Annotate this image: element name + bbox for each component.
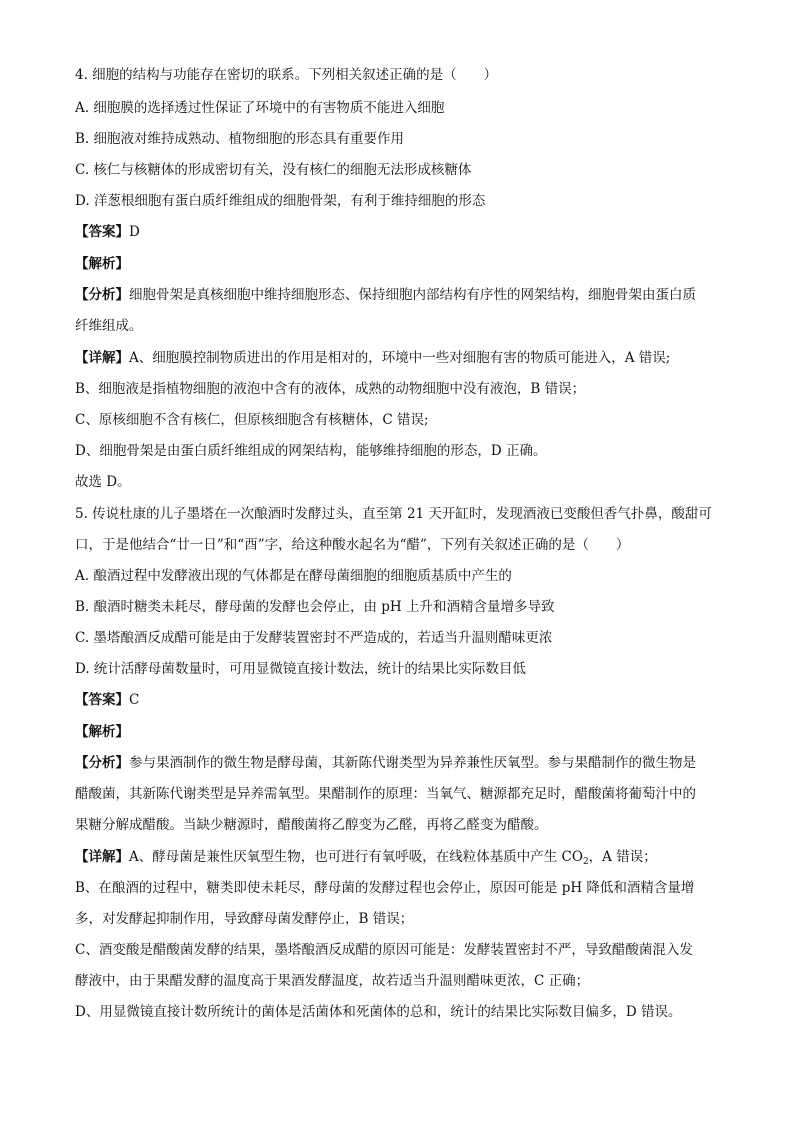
q5-xiangjie-line-6: D、用显微镜直接计数所统计的菌体是活菌体和死菌体的总和，统计的结果比实际数目偏多，D 错误。	[75, 1004, 682, 1020]
q5-answer-label: 【答案】	[75, 692, 129, 708]
q5-fenxi-text-1: 参与果酒制作的微生物是酵母菌，其新陈代谢类型为异养兼性厌氧型。参与果醋制作的微生物是	[129, 755, 696, 771]
q4-fenxi-line-2: 纤维组成。	[75, 318, 143, 334]
q4-fenxi-line-1	[75, 284, 730, 306]
q4-option-d: D. 洋葱根细胞有蛋白质纤维组成的细胞骨架，有利于维持细胞的形态	[75, 193, 486, 209]
q5-xiangjie-line-2: B、在酿酒的过程中，糖类即使未耗尽，酵母菌的发酵过程也会停止，原因可能是 pH 降低和酒精含量增	[75, 880, 695, 896]
q4-answer-label: 【答案】	[75, 224, 129, 240]
q5-analysis-label: 【解析】	[75, 724, 129, 740]
q5-option-d: D. 统计活酵母菌数量时，可用显微镜直接计数法，统计的结果比实际数目低	[75, 661, 526, 677]
q4-option-c: C. 核仁与核糖体的形成密切有关，没有核仁的细胞无法形成核糖体	[75, 162, 472, 178]
q4-option-b: B. 细胞液对维持成熟动、植物细胞的形态具有重要作用	[75, 131, 405, 147]
q4-fenxi-text-1: 细胞骨架是真核细胞中维持细胞形态、保持细胞内部结构有序性的网架结构，细胞骨架由蛋白质	[129, 287, 696, 303]
q4-answer-value: D	[129, 224, 140, 240]
q5-fenxi-line-3: 果糖分解成醋酸。当缺少糖源时，醋酸菌将乙醇变为乙醛，再将乙醛变为醋酸。	[75, 817, 548, 833]
q5-xiangjie-line-1	[75, 846, 730, 868]
q5-xiangjie-label: 【详解】	[75, 849, 129, 865]
q4-xiangjie-line-3: C、原核细胞不含有核仁，但原核细胞含有核糖体，C 错误;	[75, 412, 429, 428]
q5-stem-line-1: 5. 传说杜康的儿子墨塔在一次酿酒时发酵过头，直至第 21 天开缸时，发现酒液已变酸但香气扑鼻，酸甜可	[75, 506, 712, 522]
q5-fenxi-line-2: 醋酸菌，其新陈代谢类型是异养需氧型。果醋制作的原理：当氧气、糖源都充足时，醋酸菌将葡萄汁中的	[75, 786, 696, 802]
q4-analysis-label: 【解析】	[75, 256, 129, 272]
q5-option-a: A. 酿酒过程中发酵液出现的气体都是在酵母菌细胞的细胞质基质中产生的	[75, 568, 512, 584]
q4-xiangjie-label: 【详解】	[75, 350, 129, 366]
q5-stem-line-2: 口，于是他结合“廿一日”和“酉”字，给这种酸水起名为“醋”，下列有关叙述正确的是（ ）	[75, 537, 630, 553]
q4-stem: 4. 细胞的结构与功能存在密切的联系。下列相关叙述正确的是（ ）	[75, 67, 498, 83]
q4-fenxi-label: 【分析】	[75, 287, 129, 303]
q5-xiangjie-line-5: 酵液中，由于果醋发酵的温度高于果酒发酵温度，故若适当升温则醋味更浓，C 正确；	[75, 973, 590, 989]
q5-answer-value: C	[129, 692, 140, 708]
q4-xiangjie-line-4: D、细胞骨架是由蛋白质纤维组成的网架结构，能够维持细胞的形态，D 正确。	[75, 443, 547, 459]
q4-xiangjie-text-1: A、细胞膜控制物质进出的作用是相对的，环境中一些对细胞有害的物质可能进入，A 错误;	[129, 350, 671, 366]
q4-xiangjie-line-1	[75, 347, 730, 369]
q5-co2-subscript: 2	[582, 857, 589, 867]
q4-conclusion: 故选 D。	[75, 474, 131, 490]
q5-xiangjie-text-1a: A、酵母菌是兼性厌氧型生物，也可进行有氧呼吸，在线粒体基质中产生 CO	[129, 849, 583, 865]
q5-option-c: C. 墨塔酿酒反成醋可能是由于发酵装置密封不严造成的，若适当升温则醋味更浓	[75, 630, 553, 646]
q5-xiangjie-line-4: C、酒变酸是醋酸菌发酵的结果，墨塔酿酒反成醋的原因可能是：发酵装置密封不严，导致醋酸菌混入发	[75, 942, 693, 958]
q5-option-b: B. 酿酒时糖类未耗尽，酵母菌的发酵也会停止，由 pH 上升和酒精含量增多导致	[75, 599, 555, 615]
q4-answer	[75, 221, 730, 243]
q5-answer	[75, 689, 730, 711]
q4-option-a: A. 细胞膜的选择透过性保证了环境中的有害物质不能进入细胞	[75, 100, 445, 116]
q4-xiangjie-line-2: B、细胞液是指植物细胞的液泡中含有的液体，成熟的动物细胞中没有液泡，B 错误；	[75, 381, 586, 397]
q5-xiangjie-text-1b: ，A 错误；	[588, 849, 657, 865]
q5-fenxi-label: 【分析】	[75, 755, 129, 771]
q5-xiangjie-line-3: 多，对发酵起抑制作用，导致酵母菌发酵停止，B 错误；	[75, 911, 414, 927]
q5-fenxi-line-1	[75, 752, 730, 774]
